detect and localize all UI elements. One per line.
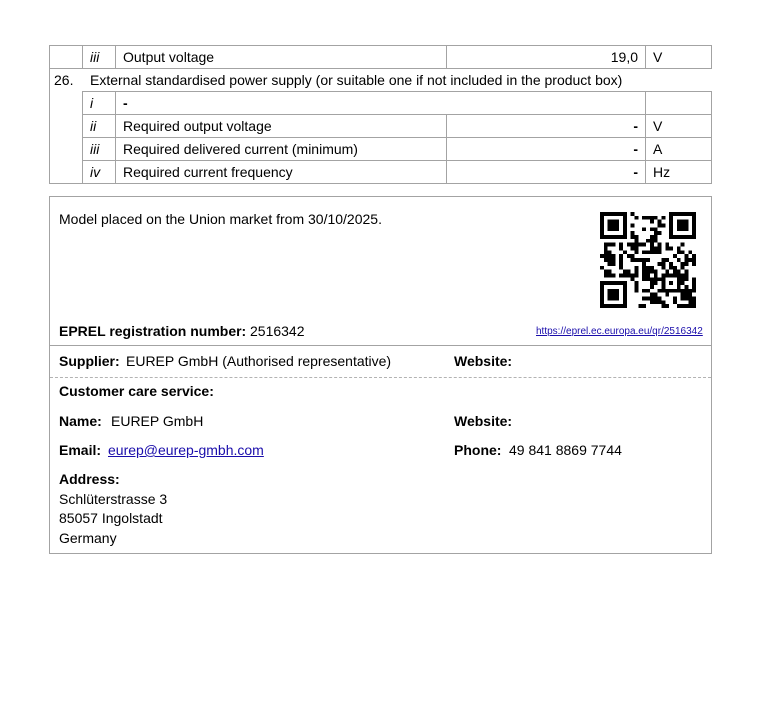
output-voltage-value: 19,0 xyxy=(610,49,638,65)
name-label: Name: xyxy=(59,413,102,429)
supplier-website-label: Website: xyxy=(454,353,513,369)
required-frequency-value: - xyxy=(633,164,638,180)
name-value: EUREP GmbH xyxy=(111,413,204,429)
phone-label: Phone: xyxy=(454,442,502,458)
required-current-unit: A xyxy=(653,141,663,157)
qr-code-icon[interactable] xyxy=(600,212,696,308)
output-voltage-unit: V xyxy=(653,49,663,65)
phone-value: 49 841 8869 7744 xyxy=(509,442,622,458)
supplier-label: Supplier: xyxy=(59,353,120,369)
row-roman-numeral: iii xyxy=(90,49,100,65)
output-voltage-label: Output voltage xyxy=(123,49,215,65)
required-output-voltage-label: Required output voltage xyxy=(123,118,272,134)
supplier-value: EUREP GmbH (Authorised representative) xyxy=(126,353,392,369)
row-roman-numeral: iv xyxy=(90,164,101,180)
required-current-label: Required delivered current (minimum) xyxy=(123,141,358,157)
spec-table xyxy=(49,45,712,184)
external-power-supply-label: External standardised power supply (or suitable one if not included in the product box) xyxy=(90,72,623,88)
market-date-text: Model placed on the Union market from 30/10/2025. xyxy=(59,211,382,227)
required-current-value: - xyxy=(633,141,638,157)
row-roman-numeral: ii xyxy=(90,118,97,134)
email-link[interactable]: eurep@eurep-gmbh.com xyxy=(108,442,264,458)
eprel-link[interactable]: https://eprel.ec.europa.eu/qr/2516342 xyxy=(536,326,703,337)
eprel-number: 2516342 xyxy=(250,323,305,339)
address-street: Schlüterstrasse 3 xyxy=(59,491,168,507)
eprel-label: EPREL registration number: xyxy=(59,323,247,339)
required-frequency-label: Required current frequency xyxy=(123,164,293,180)
power-supply-type-value: - xyxy=(123,95,128,111)
care-website-label: Website: xyxy=(454,413,513,429)
row-number-26: 26. xyxy=(54,72,74,88)
address-label: Address: xyxy=(59,471,120,487)
row-roman-numeral: i xyxy=(90,95,94,111)
address-city: 85057 Ingolstadt xyxy=(59,510,163,526)
email-label: Email: xyxy=(59,442,102,458)
row-roman-numeral: iii xyxy=(90,141,100,157)
required-output-voltage-unit: V xyxy=(653,118,663,134)
required-frequency-unit: Hz xyxy=(653,164,671,180)
product-info-box xyxy=(49,196,712,554)
address-country: Germany xyxy=(59,530,117,546)
customer-care-heading: Customer care service: xyxy=(59,383,214,399)
required-output-voltage-value: - xyxy=(633,118,638,134)
